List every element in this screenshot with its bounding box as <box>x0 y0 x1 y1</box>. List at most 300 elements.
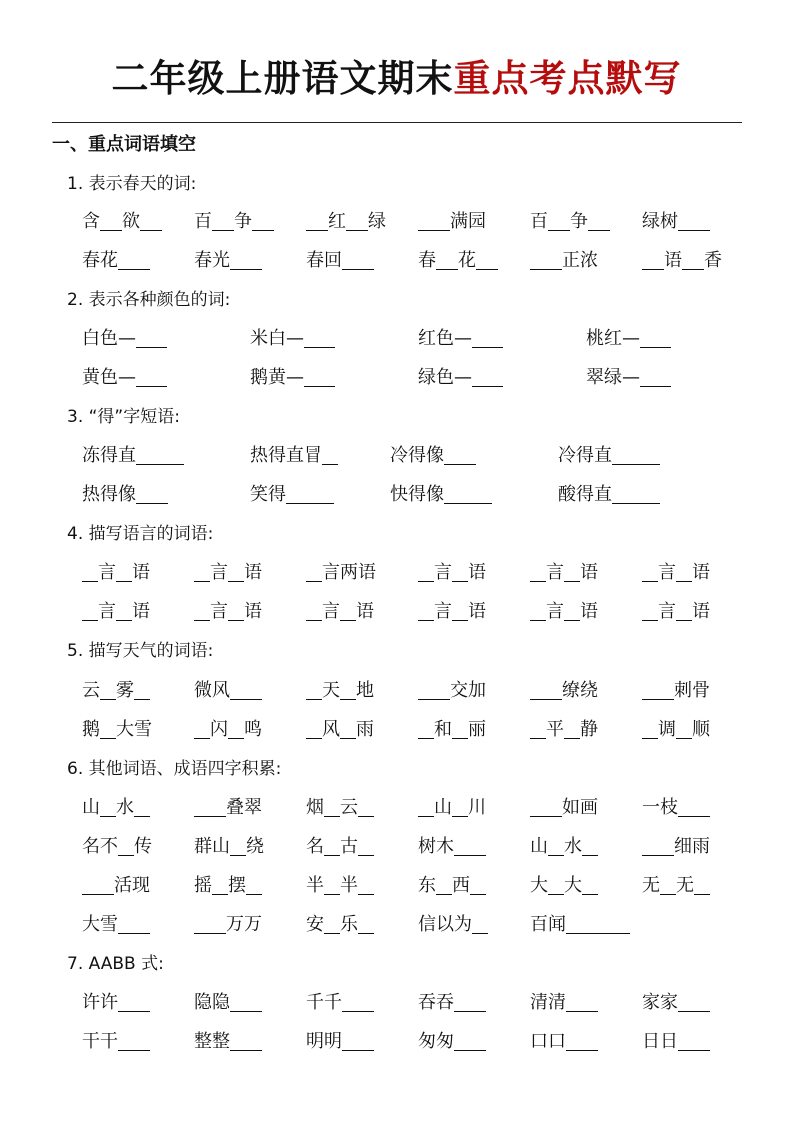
item-text: 传 <box>134 836 152 857</box>
answer-blank[interactable] <box>530 699 562 700</box>
answer-blank[interactable] <box>582 894 598 895</box>
answer-blank[interactable] <box>100 699 116 700</box>
item-text: 绿色— <box>418 367 472 388</box>
item-text: 鹅黄— <box>250 367 304 388</box>
item-text: 争 <box>234 211 252 232</box>
answer-blank[interactable] <box>82 581 98 582</box>
item-text: 丽 <box>468 719 486 740</box>
item-text: 顺 <box>692 719 710 740</box>
item-text: 大雪 <box>116 719 152 740</box>
fill-blank-item <box>418 247 498 275</box>
fill-blank-item <box>530 677 598 705</box>
answer-blank[interactable] <box>564 738 580 739</box>
item-text: 冻得直 <box>82 445 136 466</box>
answer-blank[interactable] <box>116 620 132 621</box>
item-text: 叠翠 <box>226 797 262 818</box>
fill-blank-item <box>642 559 710 587</box>
answer-blank[interactable] <box>136 386 167 387</box>
item-text: 言 <box>322 601 340 622</box>
answer-blank[interactable] <box>472 386 503 387</box>
answer-blank[interactable] <box>530 269 562 270</box>
answer-blank[interactable] <box>342 269 374 270</box>
exercise-row <box>0 364 793 392</box>
answer-blank[interactable] <box>454 1011 486 1012</box>
fill-blank-item <box>194 872 262 900</box>
item-text: 春 <box>418 250 436 271</box>
answer-blank[interactable] <box>418 230 450 231</box>
item-text: 水 <box>564 836 582 857</box>
item-text: 大 <box>564 875 582 896</box>
fill-blank-item <box>82 677 150 705</box>
item-text: 地 <box>356 680 374 701</box>
item-text: 天 <box>322 680 340 701</box>
item-text: 无 <box>642 875 660 896</box>
answer-blank[interactable] <box>340 620 356 621</box>
item-text: 吞吞 <box>418 992 454 1013</box>
answer-blank[interactable] <box>358 855 374 856</box>
answer-blank[interactable] <box>134 699 150 700</box>
fill-blank-item <box>82 911 150 939</box>
item-text: 花 <box>458 250 476 271</box>
fill-blank-item <box>390 481 492 509</box>
answer-blank[interactable] <box>642 269 664 270</box>
fill-blank-item <box>306 559 376 587</box>
answer-blank[interactable] <box>116 581 132 582</box>
title-black-part: 二年级上册语文期末 <box>111 57 454 100</box>
exercise-row <box>0 872 793 900</box>
item-text: 一枝 <box>642 797 678 818</box>
fill-blank-item <box>418 559 486 587</box>
answer-blank[interactable] <box>418 738 434 739</box>
answer-blank[interactable] <box>564 581 580 582</box>
item-text: 语 <box>132 601 150 622</box>
item-text: 隐隐 <box>194 992 230 1013</box>
item-text: 云 <box>82 680 100 701</box>
answer-blank[interactable] <box>286 503 334 504</box>
answer-blank[interactable] <box>548 894 564 895</box>
exercise-row <box>0 833 793 861</box>
item-text: 万万 <box>226 914 262 935</box>
fill-blank-item <box>82 442 184 470</box>
answer-blank[interactable] <box>306 581 322 582</box>
fill-blank-item <box>82 559 150 587</box>
answer-blank[interactable] <box>472 933 488 934</box>
item-text: 云 <box>340 797 358 818</box>
answer-blank[interactable] <box>324 894 340 895</box>
title-red-part: 重点考点默写 <box>453 57 682 100</box>
item-text: 刺骨 <box>674 680 710 701</box>
fill-blank-item <box>306 677 374 705</box>
item-text: 红 <box>328 211 346 232</box>
answer-blank[interactable] <box>676 738 692 739</box>
item-text: 日日 <box>642 1031 678 1052</box>
item-text: 匆匆 <box>418 1031 454 1052</box>
answer-blank[interactable] <box>640 386 671 387</box>
item-text: 口口 <box>530 1031 566 1052</box>
answer-blank[interactable] <box>676 581 692 582</box>
item-text: 山 <box>434 797 452 818</box>
item-text: 春花 <box>82 250 118 271</box>
fill-blank-item <box>250 481 334 509</box>
answer-blank[interactable] <box>454 1050 486 1051</box>
answer-blank[interactable] <box>324 816 340 817</box>
answer-blank[interactable] <box>548 855 564 856</box>
answer-blank[interactable] <box>694 894 710 895</box>
answer-blank[interactable] <box>228 738 244 739</box>
answer-blank[interactable] <box>564 620 580 621</box>
item-text: 名 <box>306 836 324 857</box>
fill-blank-item <box>642 794 710 822</box>
item-text: 东 <box>418 875 436 896</box>
answer-blank[interactable] <box>452 738 468 739</box>
answer-blank[interactable] <box>452 620 468 621</box>
answer-blank[interactable] <box>346 230 368 231</box>
answer-blank[interactable] <box>588 230 610 231</box>
answer-blank[interactable] <box>246 894 262 895</box>
answer-blank[interactable] <box>642 699 674 700</box>
fill-blank-item <box>82 325 167 353</box>
answer-blank[interactable] <box>454 855 486 856</box>
fill-blank-item <box>642 989 710 1017</box>
answer-blank[interactable] <box>436 269 458 270</box>
item-text: 红色— <box>418 328 472 349</box>
item-text: 川 <box>468 797 486 818</box>
answer-blank[interactable] <box>642 620 658 621</box>
fill-blank-item <box>194 677 262 705</box>
fill-blank-item <box>82 872 150 900</box>
fill-blank-item <box>82 481 168 509</box>
answer-blank[interactable] <box>444 464 476 465</box>
answer-blank[interactable] <box>118 1011 150 1012</box>
item-text: 语 <box>468 601 486 622</box>
item-text: 半 <box>306 875 324 896</box>
fill-blank-item <box>306 872 374 900</box>
answer-blank[interactable] <box>678 1050 710 1051</box>
answer-blank[interactable] <box>470 894 486 895</box>
fill-blank-item <box>418 364 503 392</box>
fill-blank-item <box>530 989 598 1017</box>
fill-blank-item <box>418 208 486 236</box>
item-text: 言两语 <box>322 562 376 583</box>
fill-blank-item <box>82 989 150 1017</box>
answer-blank[interactable] <box>678 230 710 231</box>
section-heading: 一、重点词语填空 <box>52 134 196 155</box>
fill-blank-item <box>530 872 598 900</box>
answer-blank[interactable] <box>530 581 546 582</box>
title-divider <box>52 122 742 123</box>
subsection-label: 7. AABB 式: <box>67 954 164 974</box>
answer-blank[interactable] <box>136 347 167 348</box>
item-text: 信以为 <box>418 914 472 935</box>
exercise-row <box>0 481 793 509</box>
fill-blank-item <box>194 559 262 587</box>
answer-blank[interactable] <box>306 230 328 231</box>
answer-blank[interactable] <box>566 1011 598 1012</box>
fill-blank-item <box>82 833 152 861</box>
item-text: 酸得直 <box>558 484 612 505</box>
fill-blank-item <box>586 325 671 353</box>
fill-blank-item <box>642 677 710 705</box>
fill-blank-item <box>194 833 264 861</box>
item-text: 微风 <box>194 680 230 701</box>
answer-blank[interactable] <box>306 699 322 700</box>
fill-blank-item <box>558 442 660 470</box>
answer-blank[interactable] <box>418 816 434 817</box>
item-text: 言 <box>658 601 676 622</box>
answer-blank[interactable] <box>118 855 134 856</box>
answer-blank[interactable] <box>324 855 340 856</box>
item-text: 和 <box>434 719 452 740</box>
item-text: 言 <box>98 601 116 622</box>
item-text: 快得像 <box>390 484 444 505</box>
answer-blank[interactable] <box>682 269 704 270</box>
fill-blank-item <box>530 598 598 626</box>
item-text: 语 <box>580 562 598 583</box>
answer-blank[interactable] <box>100 738 116 739</box>
answer-blank[interactable] <box>194 738 210 739</box>
answer-blank[interactable] <box>306 738 322 739</box>
fill-blank-item <box>418 325 503 353</box>
item-text: 香 <box>704 250 722 271</box>
fill-blank-item <box>306 833 374 861</box>
item-text: 整整 <box>194 1031 230 1052</box>
fill-blank-item <box>194 989 262 1017</box>
item-text: 乐 <box>340 914 358 935</box>
answer-blank[interactable] <box>418 620 434 621</box>
answer-blank[interactable] <box>230 1050 262 1051</box>
answer-blank[interactable] <box>82 620 98 621</box>
exercise-row <box>0 208 793 236</box>
fill-blank-item <box>390 442 476 470</box>
answer-blank[interactable] <box>322 464 338 465</box>
answer-blank[interactable] <box>100 230 122 231</box>
item-text: 摆 <box>228 875 246 896</box>
answer-blank[interactable] <box>530 816 562 817</box>
fill-blank-item <box>530 716 598 744</box>
fill-blank-item <box>418 794 486 822</box>
answer-blank[interactable] <box>566 1050 598 1051</box>
answer-blank[interactable] <box>194 581 210 582</box>
answer-blank[interactable] <box>472 347 503 348</box>
item-text: 大 <box>530 875 548 896</box>
answer-blank[interactable] <box>642 855 674 856</box>
item-text: 水 <box>116 797 134 818</box>
item-text: 如画 <box>562 797 598 818</box>
answer-blank[interactable] <box>452 816 468 817</box>
fill-blank-item <box>418 872 486 900</box>
item-text: 风 <box>322 719 340 740</box>
answer-blank[interactable] <box>230 1011 262 1012</box>
item-text: 黄色— <box>82 367 136 388</box>
fill-blank-item <box>194 247 262 275</box>
answer-blank[interactable] <box>436 894 452 895</box>
fill-blank-item <box>194 1028 262 1056</box>
answer-blank[interactable] <box>342 1050 374 1051</box>
exercise-row <box>0 716 793 744</box>
exercise-row <box>0 1028 793 1056</box>
fill-blank-item <box>82 598 150 626</box>
item-text: 雾 <box>116 680 134 701</box>
answer-blank[interactable] <box>676 620 692 621</box>
fill-blank-item <box>418 911 488 939</box>
answer-blank[interactable] <box>582 855 598 856</box>
answer-blank[interactable] <box>642 738 658 739</box>
item-text: 言 <box>210 601 228 622</box>
item-text: 言 <box>434 601 452 622</box>
item-text: 摇 <box>194 875 212 896</box>
answer-blank[interactable] <box>660 894 676 895</box>
answer-blank[interactable] <box>418 581 434 582</box>
answer-blank[interactable] <box>252 230 274 231</box>
item-text: 缭绕 <box>562 680 598 701</box>
item-text: 笑得 <box>250 484 286 505</box>
answer-blank[interactable] <box>230 855 246 856</box>
fill-blank-item <box>306 794 374 822</box>
answer-blank[interactable] <box>640 347 671 348</box>
fill-blank-item <box>306 989 374 1017</box>
answer-blank[interactable] <box>340 738 356 739</box>
fill-blank-item <box>642 1028 710 1056</box>
answer-blank[interactable] <box>304 386 335 387</box>
item-text: 语 <box>468 562 486 583</box>
exercise-row <box>0 794 793 822</box>
fill-blank-item <box>194 208 274 236</box>
answer-blank[interactable] <box>444 503 492 504</box>
answer-blank[interactable] <box>340 699 356 700</box>
answer-blank[interactable] <box>100 816 116 817</box>
fill-blank-item <box>306 208 386 236</box>
page-title <box>0 56 793 102</box>
fill-blank-item <box>194 911 262 939</box>
answer-blank[interactable] <box>140 230 162 231</box>
answer-blank[interactable] <box>418 699 450 700</box>
answer-blank[interactable] <box>194 933 226 934</box>
answer-blank[interactable] <box>230 269 262 270</box>
item-text: 古 <box>340 836 358 857</box>
fill-blank-item <box>250 325 335 353</box>
fill-blank-item <box>82 247 150 275</box>
item-text: 语 <box>244 562 262 583</box>
answer-blank[interactable] <box>548 230 570 231</box>
answer-blank[interactable] <box>612 503 660 504</box>
item-text: 言 <box>98 562 116 583</box>
item-text: 绿树 <box>642 211 678 232</box>
item-text: 米白— <box>250 328 304 349</box>
answer-blank[interactable] <box>530 620 546 621</box>
answer-blank[interactable] <box>476 269 498 270</box>
item-text: 活现 <box>114 875 150 896</box>
answer-blank[interactable] <box>530 738 546 739</box>
item-text: 平 <box>546 719 564 740</box>
answer-blank[interactable] <box>342 1011 374 1012</box>
item-text: 语 <box>692 562 710 583</box>
answer-blank[interactable] <box>118 1050 150 1051</box>
item-text: 百 <box>530 211 548 232</box>
item-text: 言 <box>210 562 228 583</box>
item-text: 翠绿— <box>586 367 640 388</box>
item-text: 百 <box>194 211 212 232</box>
item-text: 静 <box>580 719 598 740</box>
fill-blank-item <box>250 364 335 392</box>
fill-blank-item <box>82 208 162 236</box>
item-text: 西 <box>452 875 470 896</box>
answer-blank[interactable] <box>678 1011 710 1012</box>
fill-blank-item <box>418 598 486 626</box>
fill-blank-item <box>642 247 722 275</box>
exercise-row <box>0 325 793 353</box>
fill-blank-item <box>530 794 598 822</box>
item-text: 白色— <box>82 328 136 349</box>
fill-blank-item <box>642 598 710 626</box>
fill-blank-item <box>250 442 338 470</box>
answer-blank[interactable] <box>452 581 468 582</box>
item-text: 热得像 <box>82 484 136 505</box>
item-text: 语 <box>664 250 682 271</box>
item-text: 争 <box>570 211 588 232</box>
answer-blank[interactable] <box>306 620 322 621</box>
item-text: 调 <box>658 719 676 740</box>
item-text: 山 <box>530 836 548 857</box>
answer-blank[interactable] <box>194 620 210 621</box>
answer-blank[interactable] <box>612 464 660 465</box>
subsection-label: 2. 表示各种颜色的词: <box>67 290 231 310</box>
answer-blank[interactable] <box>230 699 262 700</box>
fill-blank-item <box>642 872 710 900</box>
item-text: 春回 <box>306 250 342 271</box>
answer-blank[interactable] <box>566 933 630 934</box>
answer-blank[interactable] <box>118 933 150 934</box>
answer-blank[interactable] <box>82 894 114 895</box>
answer-blank[interactable] <box>136 464 184 465</box>
item-text: 冷得直 <box>558 445 612 466</box>
answer-blank[interactable] <box>118 269 150 270</box>
item-text: 绕 <box>246 836 264 857</box>
answer-blank[interactable] <box>358 894 374 895</box>
fill-blank-item <box>82 1028 150 1056</box>
answer-blank[interactable] <box>212 894 228 895</box>
fill-blank-item <box>418 833 486 861</box>
fill-blank-item <box>194 794 262 822</box>
answer-blank[interactable] <box>358 816 374 817</box>
answer-blank[interactable] <box>678 816 710 817</box>
fill-blank-item <box>306 716 374 744</box>
answer-blank[interactable] <box>304 347 335 348</box>
fill-blank-item <box>642 208 710 236</box>
answer-blank[interactable] <box>228 620 244 621</box>
answer-blank[interactable] <box>228 581 244 582</box>
answer-blank[interactable] <box>358 933 374 934</box>
fill-blank-item <box>418 1028 486 1056</box>
fill-blank-item <box>530 911 630 939</box>
answer-blank[interactable] <box>136 503 168 504</box>
subsection-label: 5. 描写天气的词语: <box>67 641 214 661</box>
item-text: 含 <box>82 211 100 232</box>
fill-blank-item <box>530 1028 598 1056</box>
answer-blank[interactable] <box>642 581 658 582</box>
fill-blank-item <box>530 208 610 236</box>
answer-blank[interactable] <box>212 230 234 231</box>
answer-blank[interactable] <box>134 816 150 817</box>
item-text: 春光 <box>194 250 230 271</box>
item-text: 言 <box>546 562 564 583</box>
fill-blank-item <box>418 716 486 744</box>
fill-blank-item <box>530 559 598 587</box>
answer-blank[interactable] <box>194 816 226 817</box>
fill-blank-item <box>194 598 262 626</box>
subsection-label: 4. 描写语言的词语: <box>67 524 214 544</box>
fill-blank-item <box>530 833 598 861</box>
answer-blank[interactable] <box>324 933 340 934</box>
